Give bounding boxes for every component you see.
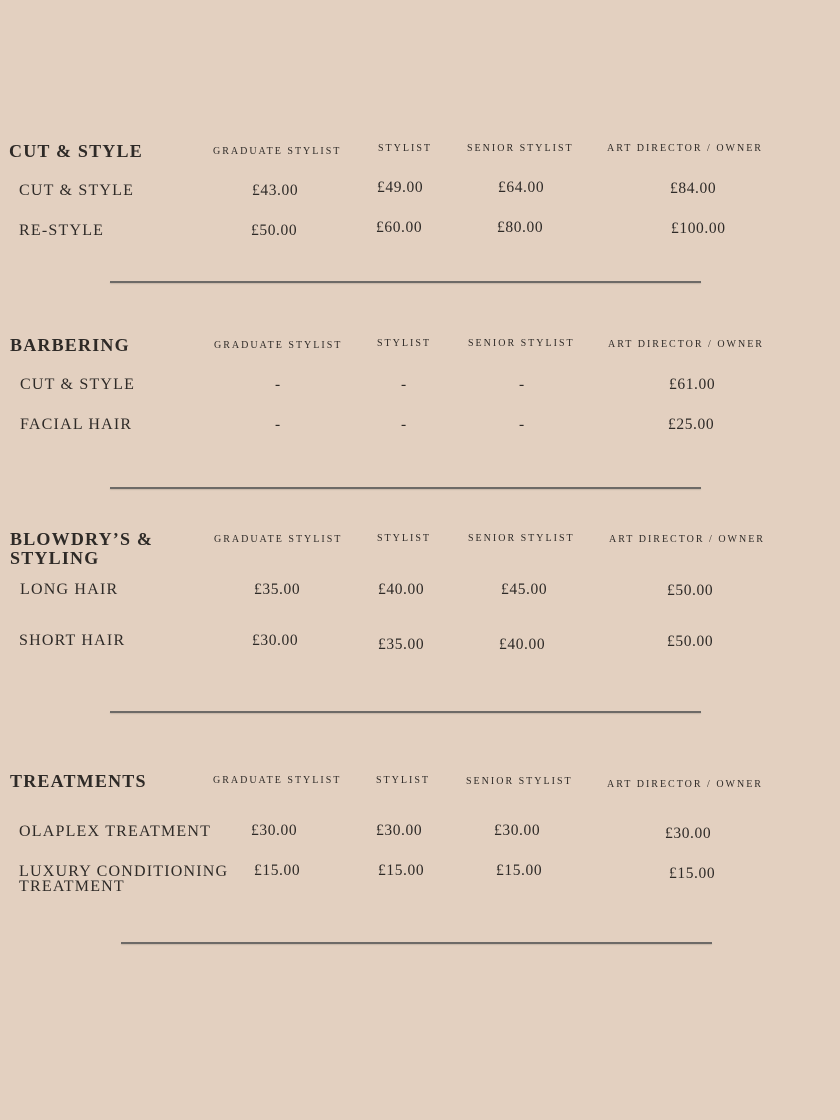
section-title-line: STYLING <box>10 548 100 568</box>
column-header-stylist: STYLIST <box>377 338 431 349</box>
price-stylist: - <box>401 416 407 433</box>
section-title <box>10 530 153 568</box>
price-art-director: £84.00 <box>670 180 717 197</box>
section-title: CUT & STYLE <box>9 141 143 161</box>
service-name <box>19 864 228 894</box>
section-title: TREATMENTS <box>10 771 147 791</box>
section-title: BARBERING <box>10 335 130 355</box>
price-senior: £45.00 <box>501 581 548 598</box>
column-header-art-director-owner: ART DIRECTOR / OWNER <box>607 779 763 790</box>
price-senior: - <box>519 416 525 433</box>
section-divider <box>110 711 701 713</box>
price-stylist: £49.00 <box>377 179 424 196</box>
service-name-line: LUXURY CONDITIONING <box>19 863 229 880</box>
column-header-art-director-owner: ART DIRECTOR / OWNER <box>608 339 764 350</box>
service-name: CUT & STYLE <box>19 182 135 199</box>
service-name-line: TREATMENT <box>19 878 125 895</box>
service-name: CUT & STYLE <box>20 376 136 393</box>
column-header-graduate-stylist: GRADUATE STYLIST <box>213 146 342 157</box>
column-header-senior-stylist: SENIOR STYLIST <box>467 143 574 154</box>
price-stylist: £15.00 <box>378 862 425 879</box>
price-art-director: £100.00 <box>671 220 726 237</box>
price-graduate: £15.00 <box>254 862 301 879</box>
price-graduate: £35.00 <box>254 581 301 598</box>
column-header-senior-stylist: SENIOR STYLIST <box>468 533 575 544</box>
price-art-director: £15.00 <box>669 865 716 882</box>
section-divider <box>110 487 701 489</box>
price-art-director: £50.00 <box>667 633 714 650</box>
price-graduate: - <box>275 376 281 393</box>
service-name: SHORT HAIR <box>19 632 126 649</box>
price-stylist: £40.00 <box>378 581 425 598</box>
column-header-stylist: STYLIST <box>378 143 432 154</box>
price-senior: £15.00 <box>496 862 543 879</box>
section-title-line: BLOWDRY’S & <box>10 529 154 549</box>
column-header-senior-stylist: SENIOR STYLIST <box>466 776 573 787</box>
column-header-art-director-owner: ART DIRECTOR / OWNER <box>609 534 765 545</box>
column-header-graduate-stylist: GRADUATE STYLIST <box>214 340 343 351</box>
price-stylist: £30.00 <box>376 822 423 839</box>
column-header-stylist: STYLIST <box>377 533 431 544</box>
price-senior: £40.00 <box>499 636 546 653</box>
price-senior: £80.00 <box>497 219 544 236</box>
service-name: LONG HAIR <box>20 581 119 598</box>
price-stylist: £60.00 <box>376 219 423 236</box>
price-art-director: £50.00 <box>667 582 714 599</box>
service-name: OLAPLEX TREATMENT <box>19 823 212 840</box>
price-senior: £64.00 <box>498 179 545 196</box>
section-divider <box>121 942 712 944</box>
service-name: FACIAL HAIR <box>20 416 133 433</box>
price-graduate: £30.00 <box>251 822 298 839</box>
section-divider <box>110 281 701 283</box>
price-senior: - <box>519 376 525 393</box>
price-stylist: £35.00 <box>378 636 425 653</box>
price-senior: £30.00 <box>494 822 541 839</box>
service-name: RE-STYLE <box>19 222 105 239</box>
price-graduate: £43.00 <box>252 182 299 199</box>
price-graduate: £30.00 <box>252 632 299 649</box>
column-header-stylist: STYLIST <box>376 775 430 786</box>
price-art-director: £61.00 <box>669 376 716 393</box>
column-header-graduate-stylist: GRADUATE STYLIST <box>213 775 342 786</box>
column-header-senior-stylist: SENIOR STYLIST <box>468 338 575 349</box>
price-art-director: £30.00 <box>665 825 712 842</box>
price-stylist: - <box>401 376 407 393</box>
column-header-graduate-stylist: GRADUATE STYLIST <box>214 534 343 545</box>
column-header-art-director-owner: ART DIRECTOR / OWNER <box>607 143 763 154</box>
price-graduate: - <box>275 416 281 433</box>
price-graduate: £50.00 <box>251 222 298 239</box>
price-art-director: £25.00 <box>668 416 715 433</box>
